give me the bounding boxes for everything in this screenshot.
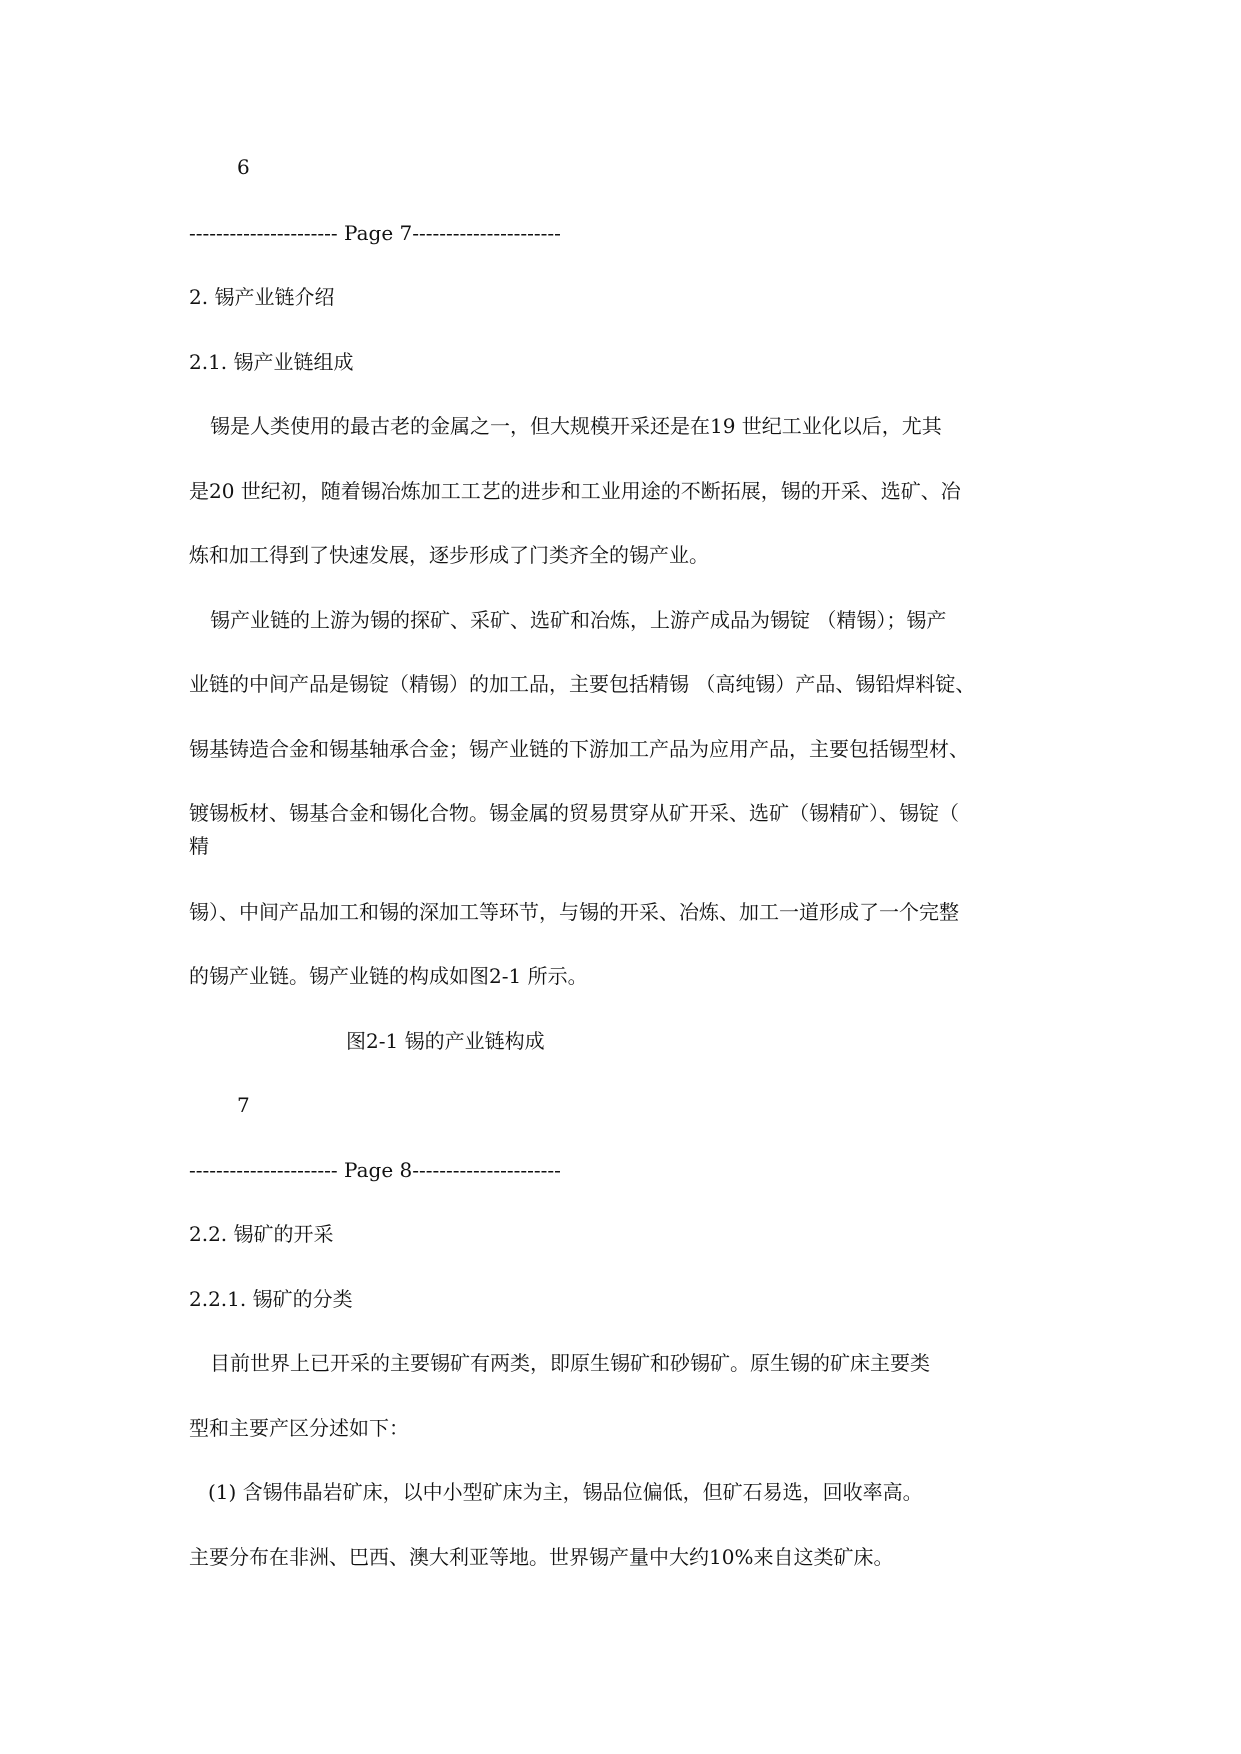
paragraph-line: 目前世界上已开采的主要锡矿有两类，即原生锡矿和砂锡矿。原生锡的矿床主要类: [210, 1351, 930, 1375]
paragraph-line: (1) 含锡伟晶岩矿床，以中小型矿床为主，锡品位偏低，但矿石易选，回收率高。: [208, 1480, 923, 1504]
paragraph-line: 型和主要产区分述如下：: [189, 1416, 409, 1440]
subsection-heading: 2.2.1. 锡矿的分类: [189, 1287, 353, 1311]
page-separator: ---------------------- Page 8----------------------: [189, 1158, 561, 1182]
section-heading: 2. 锡产业链介绍: [189, 285, 335, 309]
paragraph-line: 主要分布在非洲、巴西、澳大利亚等地。世界锡产量中大约10%来自这类矿床。: [189, 1545, 894, 1569]
paragraph-line: 业链的中间产品是锡锭（精锡）的加工品，主要包括精锡 （高纯锡）产品、锡铅焊料锭、: [189, 672, 976, 696]
subsection-heading: 2.1. 锡产业链组成: [189, 350, 354, 374]
page-number: 7: [237, 1093, 250, 1117]
paragraph-line: 锡基铸造合金和锡基轴承合金；锡产业链的下游加工产品为应用产品，主要包括锡型材、: [189, 737, 969, 761]
subsection-heading: 2.2. 锡矿的开采: [189, 1222, 334, 1246]
paragraph-line: 是20 世纪初，随着锡冶炼加工工艺的进步和工业用途的不断拓展，锡的开采、选矿、冶: [189, 479, 961, 503]
figure-caption: 图2-1 锡的产业链构成: [346, 1029, 545, 1053]
paragraph-line: 精: [189, 834, 209, 858]
paragraph-line: 锡是人类使用的最古老的金属之一，但大规模开采还是在19 世纪工业化以后，尤其: [210, 414, 942, 438]
paragraph-line: 镀锡板材、锡基合金和锡化合物。锡金属的贸易贯穿从矿开采、选矿（锡精矿）、锡锭（: [189, 801, 959, 825]
paragraph-line: 炼和加工得到了快速发展，逐步形成了门类齐全的锡产业。: [189, 543, 709, 567]
paragraph-line: 锡产业链的上游为锡的探矿、采矿、选矿和冶炼，上游产成品为锡锭 （精锡）；锡产: [210, 608, 947, 632]
page-separator: ---------------------- Page 7----------------------: [189, 221, 561, 245]
paragraph-line: 的锡产业链。锡产业链的构成如图2-1 所示。: [189, 964, 588, 988]
page-number: 6: [237, 155, 250, 179]
paragraph-line: 锡）、中间产品加工和锡的深加工等环节，与锡的开采、冶炼、加工一道形成了一个完整: [189, 900, 959, 924]
